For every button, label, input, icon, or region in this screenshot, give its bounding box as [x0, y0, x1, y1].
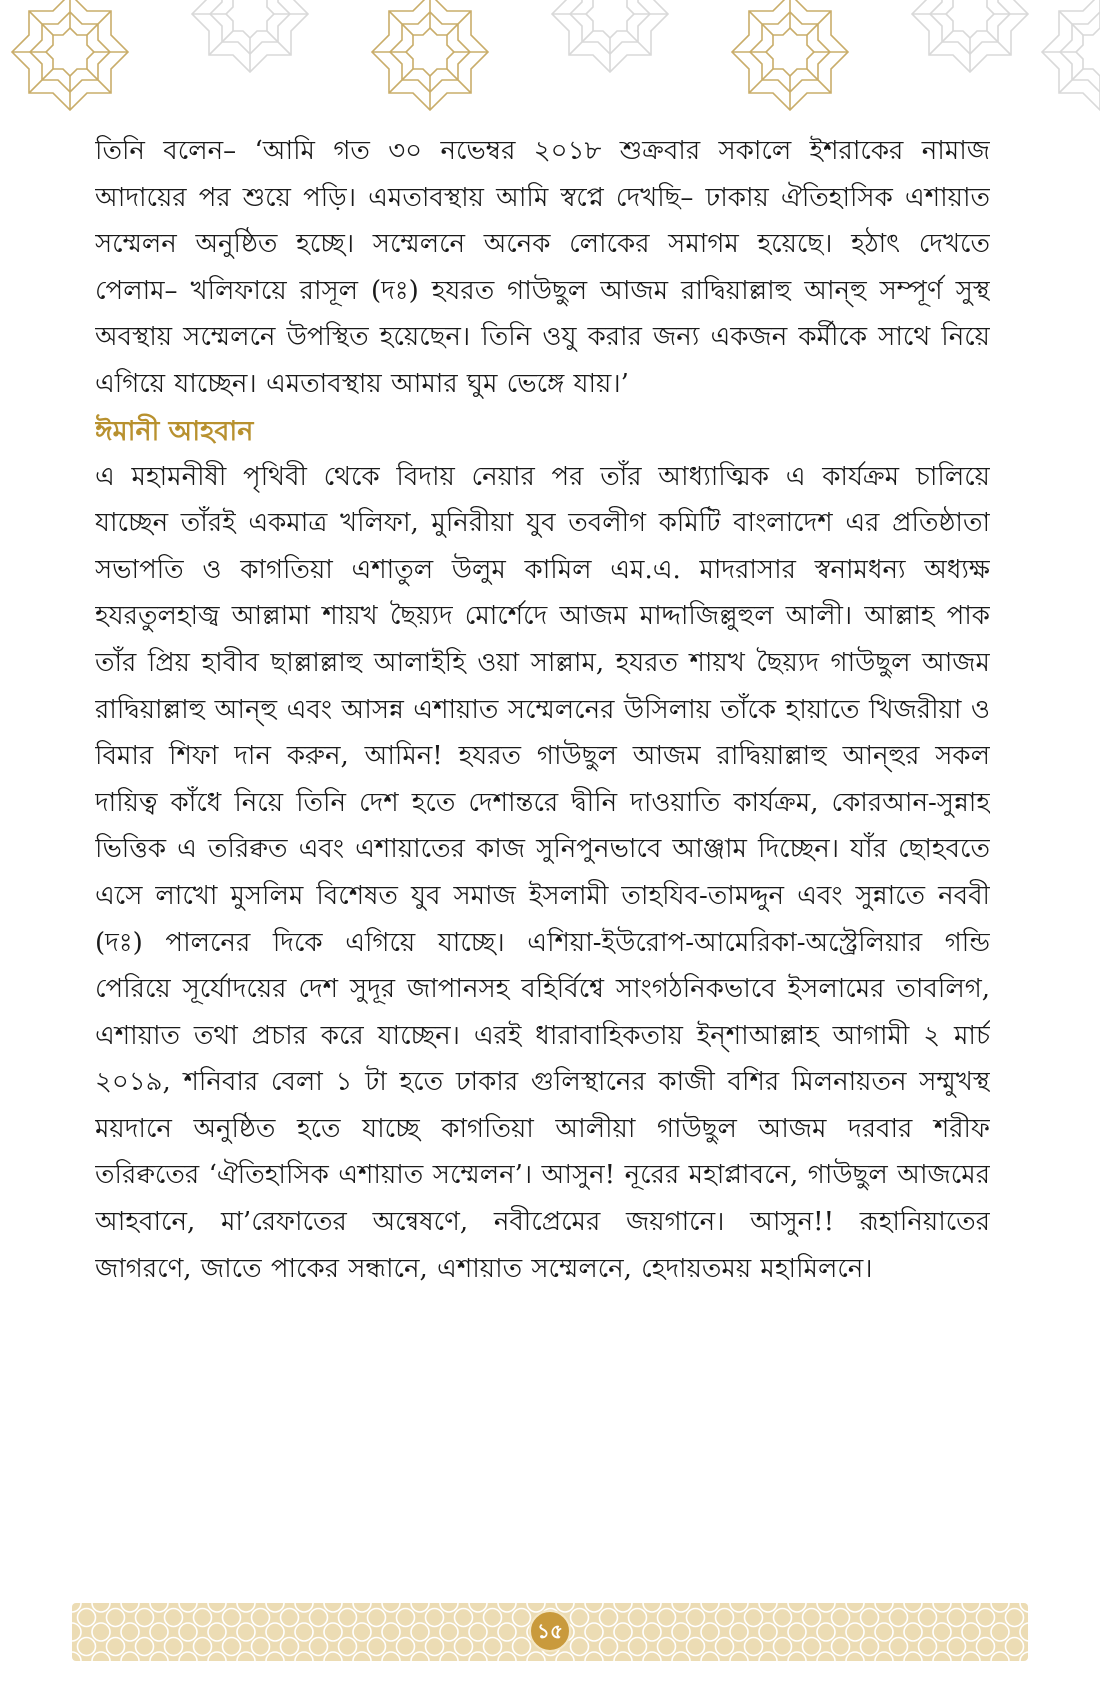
page-number: ১৫	[537, 1619, 563, 1643]
geometric-star-ornament-icon	[0, 0, 1100, 130]
intro-paragraph: তিনি বলেন– ‘আমি গত ৩০ নভেম্বর ২০১৮ শুক্রবার সকালে ইশরাকের নামাজ আদায়ের পর শুয়ে পড়ি। এমতাবস্থায় আমি স্বপ্নে দেখছি– ঢাকায় ঐতিহাসিক এশায়াত সম্মেলন অনুষ্ঠিত হচ্ছে। সম্মেলনে অনেক লোকের সমাগম হয়েছে। হঠাৎ দেখতে পেলাম– খলিফায়ে রাসূল (দঃ) হযরত গাউছুল আজম রাদ্বিয়াল্লাহু আন্‌হু সম্পূর্ণ সুস্থ অবস্থায় সম্মেলনে উপস্থিত হয়েছেন। তিনি ওযু করার জন্য একজন কর্মীকে সাথে নিয়ে এগিয়ে যাচ্ছেন। এমতাবস্থায় আমার ঘুম ভেঙ্গে যায়।’	[95, 136, 990, 399]
page-content	[95, 128, 990, 1568]
main-paragraph: এ মহামনীষী পৃথিবী থেকে বিদায় নেয়ার পর তাঁর আধ্যাত্মিক এ কার্যক্রম চালিয়ে যাচ্ছেন তাঁরই একমাত্র খলিফা, মুনিরীয়া যুব তবলীগ কমিটি বাংলাদেশ এর প্রতিষ্ঠাতা সভাপতি ও কাগতিয়া এশাতুল উলুম কামিল এম.এ. মাদরাসার স্বনামধন্য অধ্যক্ষ হযরতুলহাজ্ব আল্লামা শায়খ ছৈয়্যদ মোর্শেদে আজম মাদ্দাজিল্লুহুল আলী। আল্লাহ পাক তাঁর প্রিয় হাবীব ছাল্লাল্লাহু আলাইহি ওয়া সাল্লাম, হযরত শায়খ ছৈয়্যদ গাউছুল আজম রাদ্বিয়াল্লাহু আন্‌হু এবং আসন্ন এশায়াত সম্মেলনের উসিলায় তাঁকে হায়াতে খিজরীয়া ও বিমার শিফা দান করুন, আমিন! হযরত গাউছুল আজম রাদ্বিয়াল্লাহু আন্‌হুর সকল দায়িত্ব কাঁধে নিয়ে তিনি দেশ হতে দেশান্তরে দ্বীনি দাওয়াতি কার্যক্রম, কোরআন-সুন্নাহ ভিত্তিক এ তরিক্বত এবং এশায়াতের কাজ সুনিপুনভাবে আঞ্জাম দিচ্ছেন। যাঁর ছোহবতে এসে লাখো মুসলিম বিশেষত যুব সমাজ ইসলামী তাহযিব-তামদ্দুন এবং সুন্নাতে নববী (দঃ) পালনের দিকে এগিয়ে যাচ্ছে। এশিয়া-ইউরোপ-আমেরিকা-অস্ট্রেলিয়ার গন্ডি পেরিয়ে সূর্যোদয়ের দেশ সুদূর জাপানসহ বহির্বিশ্বে সাংগঠনিকভাবে ইসলামের তাবলিগ, এশায়াত তথা প্রচার করে যাচ্ছেন। এরই ধারাবাহিকতায় ইন্‌শাআল্লাহ আগামী ২ মার্চ ২০১৯, শনিবার বেলা ১ টা হতে ঢাকার গুলিস্থানের কাজী বশির মিলনায়তন সম্মুখস্থ ময়দানে অনুষ্ঠিত হতে যাচ্ছে কাগতিয়া আলীয়া গাউছুল আজম দরবার শরীফ তরিক্বতের ‘ঐতিহাসিক এশায়াত সম্মেলন’। আসুন! নূরের মহাপ্লাবনে, গাউছুল আজমের আহবানে, মা’রেফাতের অন্বেষণে, নবীপ্রেমের জয়গানে। আসুন!! রূহানিয়াতের জাগরণে, জাতে পাকের সন্ধানে, এশায়াত সম্মেলনে, হেদায়তময় মহামিলনে।	[95, 461, 990, 1284]
page-number-badge	[529, 1610, 571, 1652]
section-heading: ঈমানী আহবান	[95, 415, 254, 447]
